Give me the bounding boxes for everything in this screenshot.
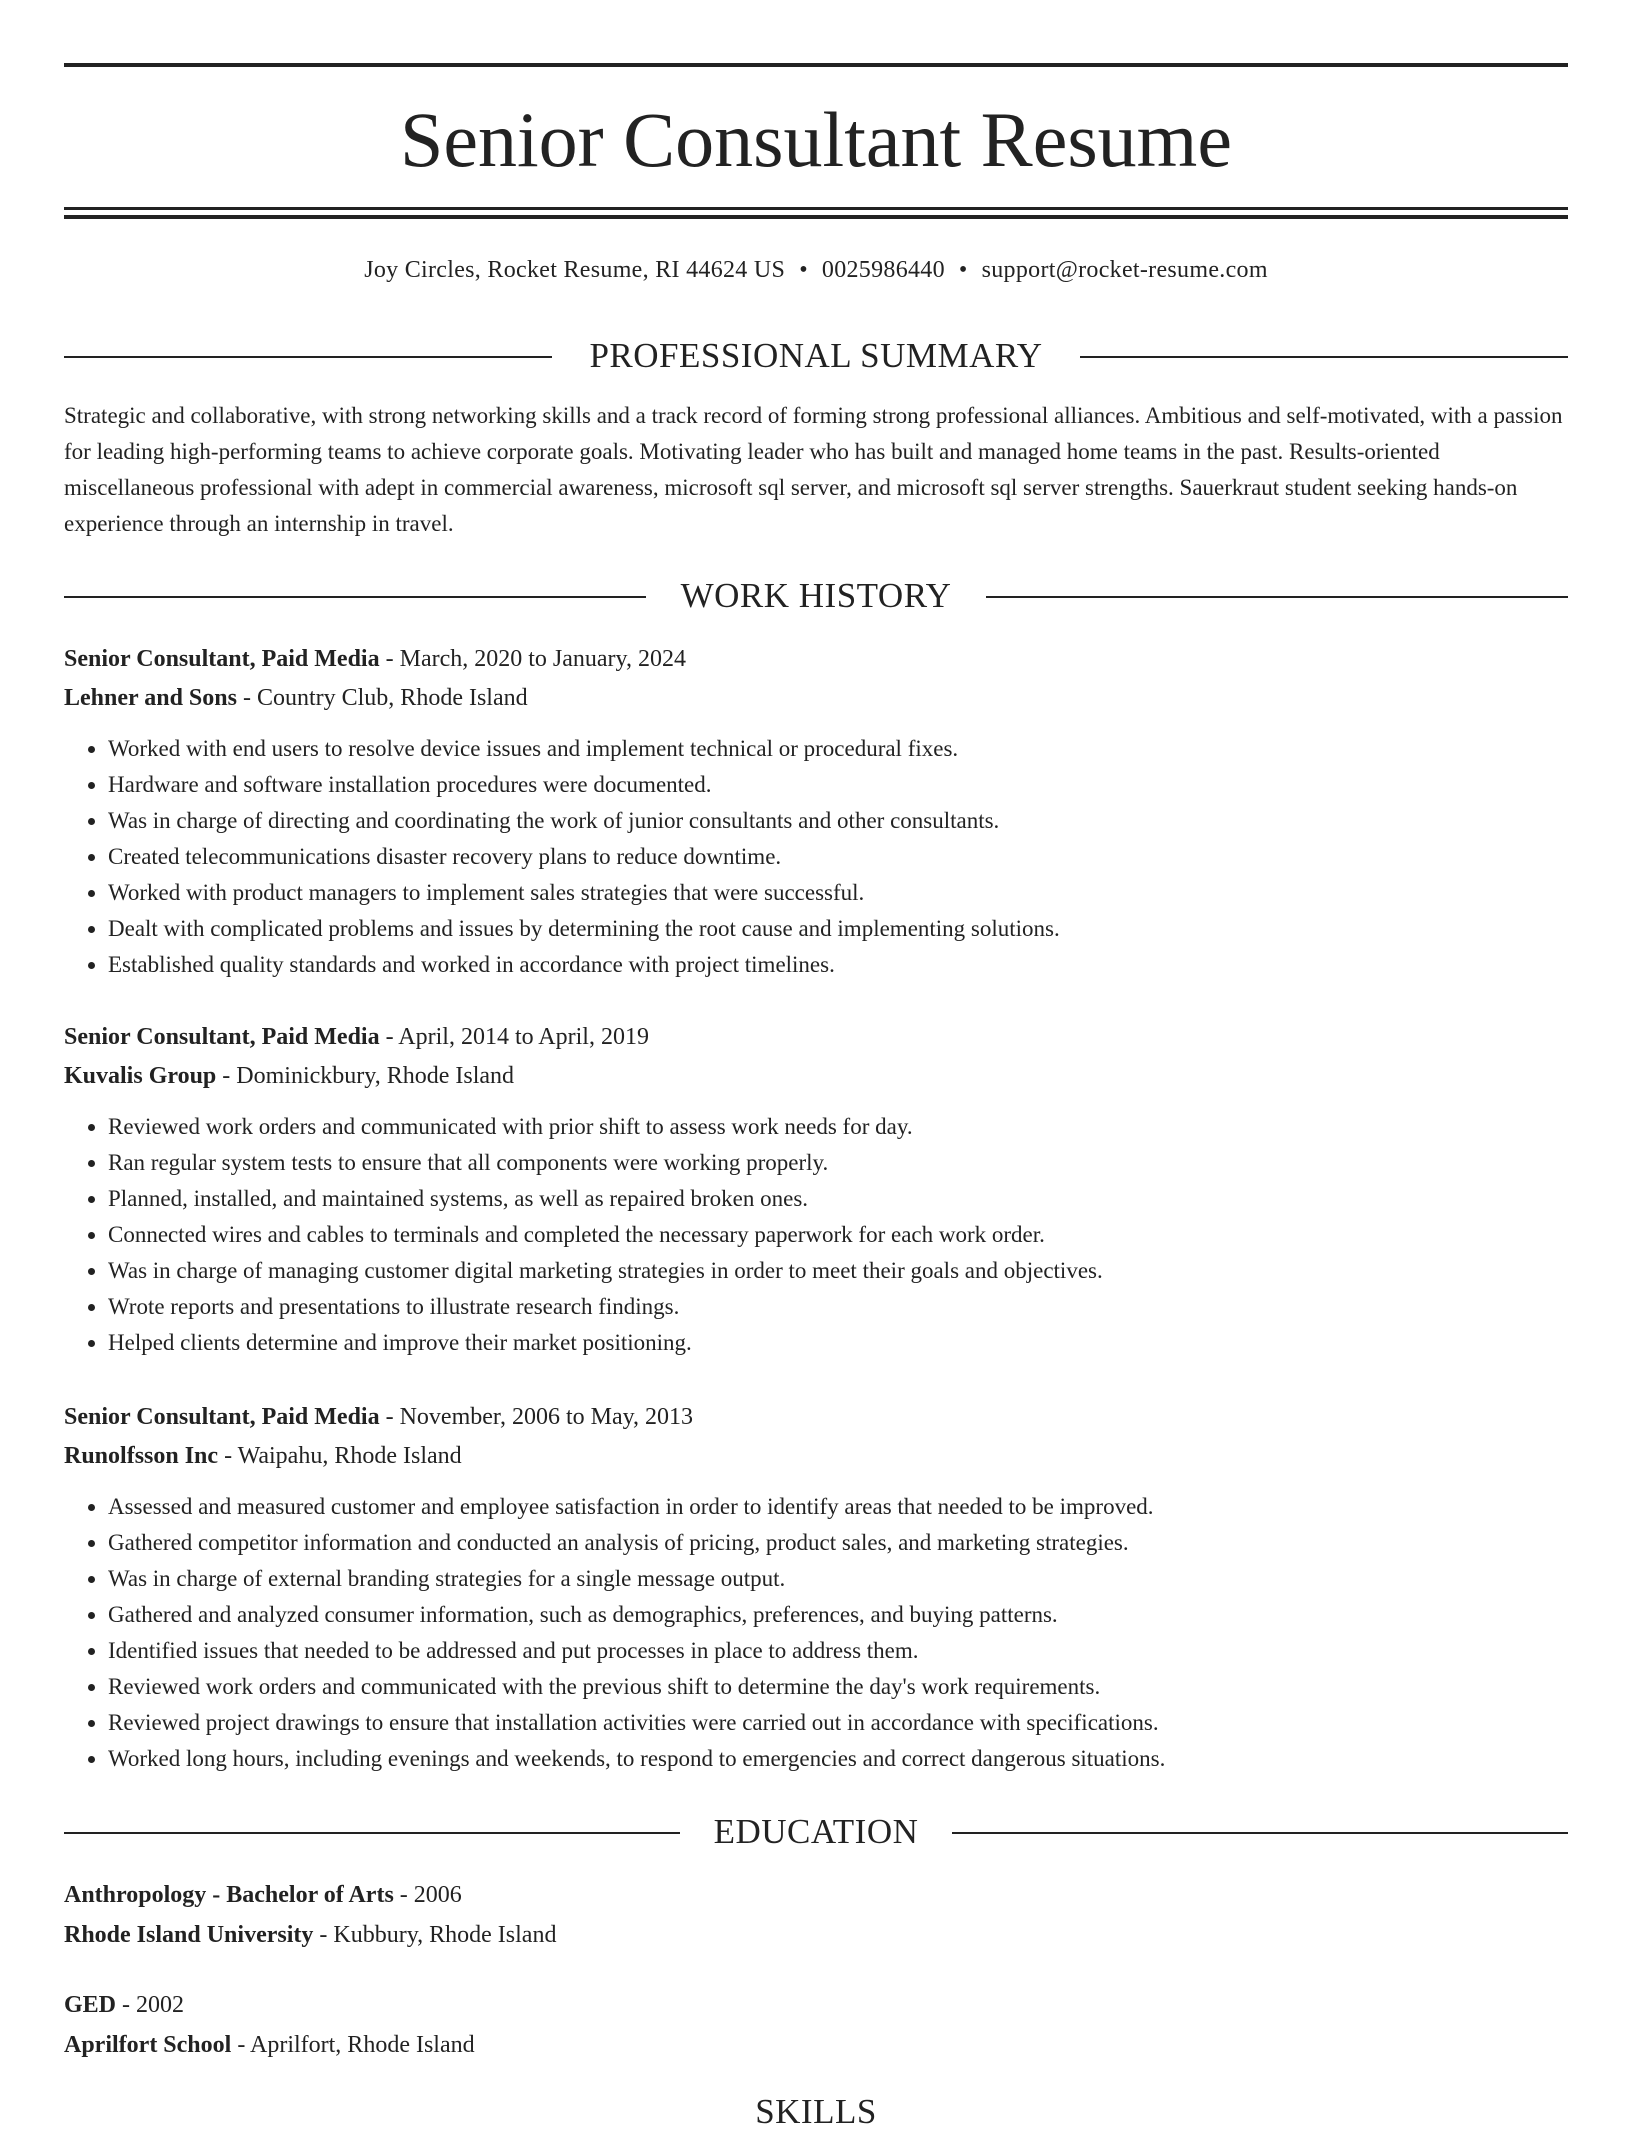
job-title-line xyxy=(64,1398,1568,1437)
job-bullet: • Was in charge of external branding strategies for a single message output. xyxy=(108,1561,1568,1597)
title-rule-lower xyxy=(64,215,1568,219)
section-heading-work-history xyxy=(64,574,1568,618)
job-company-line xyxy=(64,1437,1568,1476)
job-bullet: • Gathered and analyzed consumer information, such as demographics, preferences, and buying patterns. xyxy=(108,1597,1568,1633)
education-location: - Aprilfort, Rhode Island xyxy=(231,2032,475,2058)
job-bullets xyxy=(64,731,1568,983)
education-degree: GED xyxy=(64,1992,117,2018)
job-company: Runolfsson Inc xyxy=(64,1443,219,1469)
job-entry xyxy=(64,640,1568,983)
job-bullet: • Assessed and measured customer and employee satisfaction in order to identify areas that needed to be improved. xyxy=(108,1489,1568,1525)
contact-phone: 0025986440 xyxy=(821,257,945,283)
job-bullet: • Gathered competitor information and conducted an analysis of pricing, product sales, and marketing strategies. xyxy=(108,1525,1568,1561)
education-year: - 2002 xyxy=(116,1992,185,2018)
heading-rule-right xyxy=(1080,356,1568,358)
section-title: WORK HISTORY xyxy=(680,576,952,615)
contact-separator: • xyxy=(958,257,968,283)
job-title-line xyxy=(64,640,1568,679)
job-bullet: • Was in charge of managing customer digital marketing strategies in order to meet their goals and objectives. xyxy=(108,1253,1568,1289)
job-company-line xyxy=(64,679,1568,718)
job-bullet: • Identified issues that needed to be addressed and put processes in place to address them. xyxy=(108,1633,1568,1669)
job-bullet: • Connected wires and cables to terminals and completed the necessary paperwork for each work order. xyxy=(108,1217,1568,1253)
job-bullet: • Ran regular system tests to ensure that all components were working properly. xyxy=(108,1145,1568,1181)
job-bullet: • Dealt with complicated problems and issues by determining the root cause and implementing solutions. xyxy=(108,911,1568,947)
heading-rule-right xyxy=(986,596,1568,598)
job-dates: - March, 2020 to January, 2024 xyxy=(379,646,686,672)
job-bullet: • Worked with end users to resolve device issues and implement technical or procedural fixes. xyxy=(108,731,1568,767)
job-location: - Waipahu, Rhode Island xyxy=(218,1443,462,1469)
job-bullet: • Created telecommunications disaster recovery plans to reduce downtime. xyxy=(108,839,1568,875)
job-title: Senior Consultant, Paid Media xyxy=(64,1404,380,1430)
job-title-line xyxy=(64,1018,1568,1057)
job-bullet: • Helped clients determine and improve their market positioning. xyxy=(108,1325,1568,1361)
job-company: Kuvalis Group xyxy=(64,1063,217,1089)
job-company-line xyxy=(64,1057,1568,1096)
job-title: Senior Consultant, Paid Media xyxy=(64,1024,380,1050)
job-bullet: • Worked long hours, including evenings and weekends, to respond to emergencies and correct dangerous situations. xyxy=(108,1741,1568,1777)
heading-rule-right xyxy=(952,1832,1568,1834)
job-location: - Country Club, Rhode Island xyxy=(236,685,528,711)
education-school: Aprilfort School xyxy=(64,2032,232,2058)
education-year: - 2006 xyxy=(393,1882,462,1908)
contact-email: support@rocket-resume.com xyxy=(981,257,1268,283)
section-heading-skills: SKILLS xyxy=(755,2092,877,2131)
job-dates: - November, 2006 to May, 2013 xyxy=(379,1404,694,1430)
job-title: Senior Consultant, Paid Media xyxy=(64,646,380,672)
resume-title: Senior Consultant Resume xyxy=(400,96,1232,183)
education-degree: Anthropology - Bachelor of Arts xyxy=(64,1882,394,1908)
education-school-line xyxy=(64,1915,1568,1955)
job-bullet: • Was in charge of directing and coordinating the work of junior consultants and other consultants. xyxy=(108,803,1568,839)
job-bullet: • Reviewed project drawings to ensure that installation activities were carried out in accordance with specifications. xyxy=(108,1705,1568,1741)
education-degree-line xyxy=(64,1985,1568,2025)
education-school: Rhode Island University xyxy=(64,1922,314,1948)
job-bullet: • Established quality standards and worked in accordance with project timelines. xyxy=(108,947,1568,983)
job-location: - Dominickbury, Rhode Island xyxy=(216,1063,515,1089)
job-bullet: • Hardware and software installation procedures were documented. xyxy=(108,767,1568,803)
education-location: - Kubbury, Rhode Island xyxy=(313,1922,557,1948)
job-bullet: • Reviewed work orders and communicated with the previous shift to determine the day's work requirements. xyxy=(108,1669,1568,1705)
job-bullet: • Worked with product managers to implement sales strategies that were successful. xyxy=(108,875,1568,911)
section-title: EDUCATION xyxy=(713,1812,919,1851)
contact-line xyxy=(64,254,1568,286)
contact-separator: • xyxy=(799,257,808,283)
section-title: PROFESSIONAL SUMMARY xyxy=(589,336,1043,375)
job-bullet: • Planned, installed, and maintained systems, as well as repaired broken ones. xyxy=(108,1181,1568,1217)
job-dates: - April, 2014 to April, 2019 xyxy=(379,1024,649,1050)
job-bullet: • Reviewed work orders and communicated with prior shift to assess work needs for day. xyxy=(108,1109,1568,1145)
section-heading-summary xyxy=(64,334,1568,378)
section-heading-education xyxy=(64,1810,1568,1854)
job-entry xyxy=(64,1398,1568,1777)
top-rule xyxy=(64,63,1568,67)
job-bullets xyxy=(64,1109,1568,1361)
job-company: Lehner and Sons xyxy=(64,685,237,711)
job-entry xyxy=(64,1018,1568,1361)
education-entry xyxy=(64,1875,1568,1955)
contact-address: Joy Circles, Rocket Resume, RI 44624 US xyxy=(364,257,786,283)
education-entry xyxy=(64,1985,1568,2065)
education-degree-line xyxy=(64,1875,1568,1915)
job-bullet: • Wrote reports and presentations to illustrate research findings. xyxy=(108,1289,1568,1325)
title-rule-upper xyxy=(64,207,1568,210)
job-bullets xyxy=(64,1489,1568,1777)
summary-text: Strategic and collaborative, with strong networking skills and a track record of forming strong professional alliances. Ambitious and self-motivated, with a passion for leading high-performing teams to achieve corporate goals. Motivating leader who has built and managed home teams in the past. Results-oriented miscellaneous professional with adept in commercial awareness, microsoft sql server, and microsoft sql server strengths. Sauerkraut student seeking hands-on experience through an internship in travel. xyxy=(64,403,1563,536)
education-school-line xyxy=(64,2025,1568,2065)
